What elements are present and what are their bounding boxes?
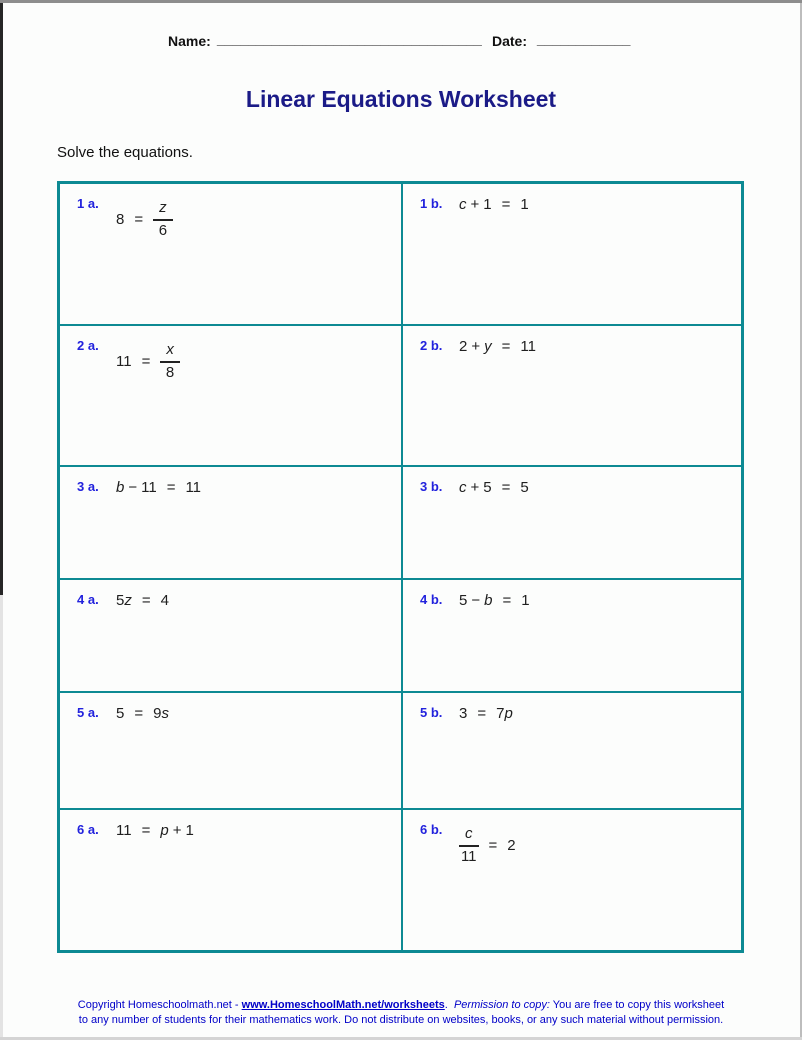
fraction: $\frac{x}{8}$ bbox=[160, 342, 180, 381]
problem-cell-1a bbox=[59, 183, 402, 325]
problem-label: 1 b. bbox=[420, 196, 443, 211]
problem-label: 2 a. bbox=[77, 338, 99, 353]
equals-sign: = bbox=[502, 592, 512, 609]
number: 11 bbox=[116, 353, 132, 370]
problem-cell-3a bbox=[59, 466, 402, 579]
problem-label: 4 b. bbox=[420, 592, 443, 607]
number: 1 bbox=[520, 196, 529, 213]
number: 11 bbox=[185, 479, 202, 496]
variable: z bbox=[124, 592, 132, 609]
number: 5 bbox=[483, 479, 492, 496]
problem-label: 6 a. bbox=[77, 822, 99, 837]
name-label: Name: bbox=[168, 33, 211, 49]
problem-cell-5b bbox=[402, 692, 742, 809]
problem-label: 1 a. bbox=[77, 196, 99, 211]
equals-sign: = bbox=[141, 592, 151, 609]
number: 1 bbox=[521, 592, 530, 609]
equals-sign: = bbox=[134, 705, 144, 722]
operator: − bbox=[128, 479, 138, 496]
problem-cell-6b bbox=[402, 809, 742, 951]
footer-after-link: . bbox=[444, 999, 454, 1011]
number: 5 bbox=[459, 592, 468, 609]
page-edge-top bbox=[0, 0, 802, 3]
number: 2 bbox=[507, 837, 516, 854]
variable: b bbox=[484, 592, 493, 609]
number: 5 bbox=[116, 705, 125, 722]
problem-cell-3b bbox=[402, 466, 742, 579]
date-blank-line[interactable]: ____________ bbox=[537, 30, 631, 46]
problem-cell-4b bbox=[402, 579, 742, 692]
equals-sign: = bbox=[501, 479, 511, 496]
problem-cell-5a bbox=[59, 692, 402, 809]
equation bbox=[116, 342, 180, 381]
problem-label: 3 b. bbox=[420, 479, 443, 494]
equals-sign: = bbox=[166, 479, 176, 496]
equals-sign: = bbox=[477, 705, 487, 722]
equation bbox=[116, 705, 169, 722]
equation bbox=[459, 338, 536, 355]
equation bbox=[459, 196, 529, 213]
variable: b bbox=[116, 479, 125, 496]
page-edge-left-lower bbox=[0, 595, 3, 1040]
equals-sign: = bbox=[501, 196, 511, 213]
problems-grid bbox=[57, 181, 744, 953]
operator: + bbox=[470, 479, 480, 496]
equals-sign: = bbox=[141, 822, 151, 839]
operator: + bbox=[172, 822, 182, 839]
equation bbox=[459, 592, 530, 609]
variable: p bbox=[504, 705, 513, 722]
equation bbox=[116, 822, 194, 839]
operator: + bbox=[470, 196, 480, 213]
fraction: $\frac{z}{6}$ bbox=[153, 200, 173, 239]
number: 11 bbox=[520, 338, 536, 355]
problem-label: 6 b. bbox=[420, 822, 443, 837]
equation bbox=[116, 200, 173, 239]
problem-cell-6a bbox=[59, 809, 402, 951]
number: 8 bbox=[116, 211, 125, 228]
operator: − bbox=[471, 592, 481, 609]
problem-cell-2a bbox=[59, 325, 402, 466]
equals-sign: = bbox=[501, 338, 511, 355]
problem-label: 3 a. bbox=[77, 479, 99, 494]
date-label: Date: bbox=[492, 33, 528, 49]
problem-cell-4a bbox=[59, 579, 402, 692]
equals-sign: = bbox=[488, 837, 498, 854]
equals-sign: = bbox=[134, 211, 144, 228]
variable: p bbox=[160, 822, 169, 839]
page-title: Linear Equations Worksheet bbox=[245, 86, 557, 112]
problem-label: 5 b. bbox=[420, 705, 443, 720]
number: 3 bbox=[459, 705, 468, 722]
equation bbox=[116, 479, 201, 496]
number: 7 bbox=[496, 705, 505, 722]
equation bbox=[459, 479, 529, 496]
problem-label: 5 a. bbox=[77, 705, 99, 720]
operator: + bbox=[471, 338, 481, 355]
footer-copyright-prefix: Copyright Homeschoolmath.net - bbox=[77, 999, 242, 1011]
problem-label: 2 b. bbox=[420, 338, 443, 353]
number: 1 bbox=[483, 196, 492, 213]
number: 11 bbox=[116, 822, 132, 839]
fraction: $\frac{c}{11}$ bbox=[460, 825, 477, 865]
equation bbox=[116, 592, 169, 609]
footer-copyright bbox=[73, 998, 729, 1028]
number: 5 bbox=[116, 592, 125, 609]
number: 2 bbox=[459, 338, 468, 355]
footer-worksheets-link[interactable]: www.HomeschoolMath.net/worksheets bbox=[241, 999, 445, 1011]
equals-sign: = bbox=[141, 353, 151, 370]
variable: s bbox=[161, 705, 169, 722]
problem-label: 4 a. bbox=[77, 592, 99, 607]
number: 9 bbox=[153, 705, 162, 722]
variable: c bbox=[459, 196, 467, 213]
instructions-text: Solve the equations. bbox=[57, 144, 193, 161]
number: 5 bbox=[520, 479, 529, 496]
equation bbox=[459, 826, 516, 865]
variable: c bbox=[459, 479, 467, 496]
number: 11 bbox=[141, 479, 157, 496]
name-blank-line[interactable]: __________________________________ bbox=[217, 30, 482, 46]
equation bbox=[459, 705, 513, 722]
problem-cell-1b bbox=[402, 183, 742, 325]
number: 1 bbox=[185, 822, 194, 839]
problem-cell-2b bbox=[402, 325, 742, 466]
footer-permission-label: Permission to copy: bbox=[453, 999, 550, 1011]
footer-permission-text: You are free to copy this worksheet to any number of students for their mathematics work. Do not distribute on websites, books, or any such material without permission. bbox=[78, 999, 728, 1026]
number: 4 bbox=[160, 592, 169, 609]
variable: y bbox=[484, 338, 492, 355]
